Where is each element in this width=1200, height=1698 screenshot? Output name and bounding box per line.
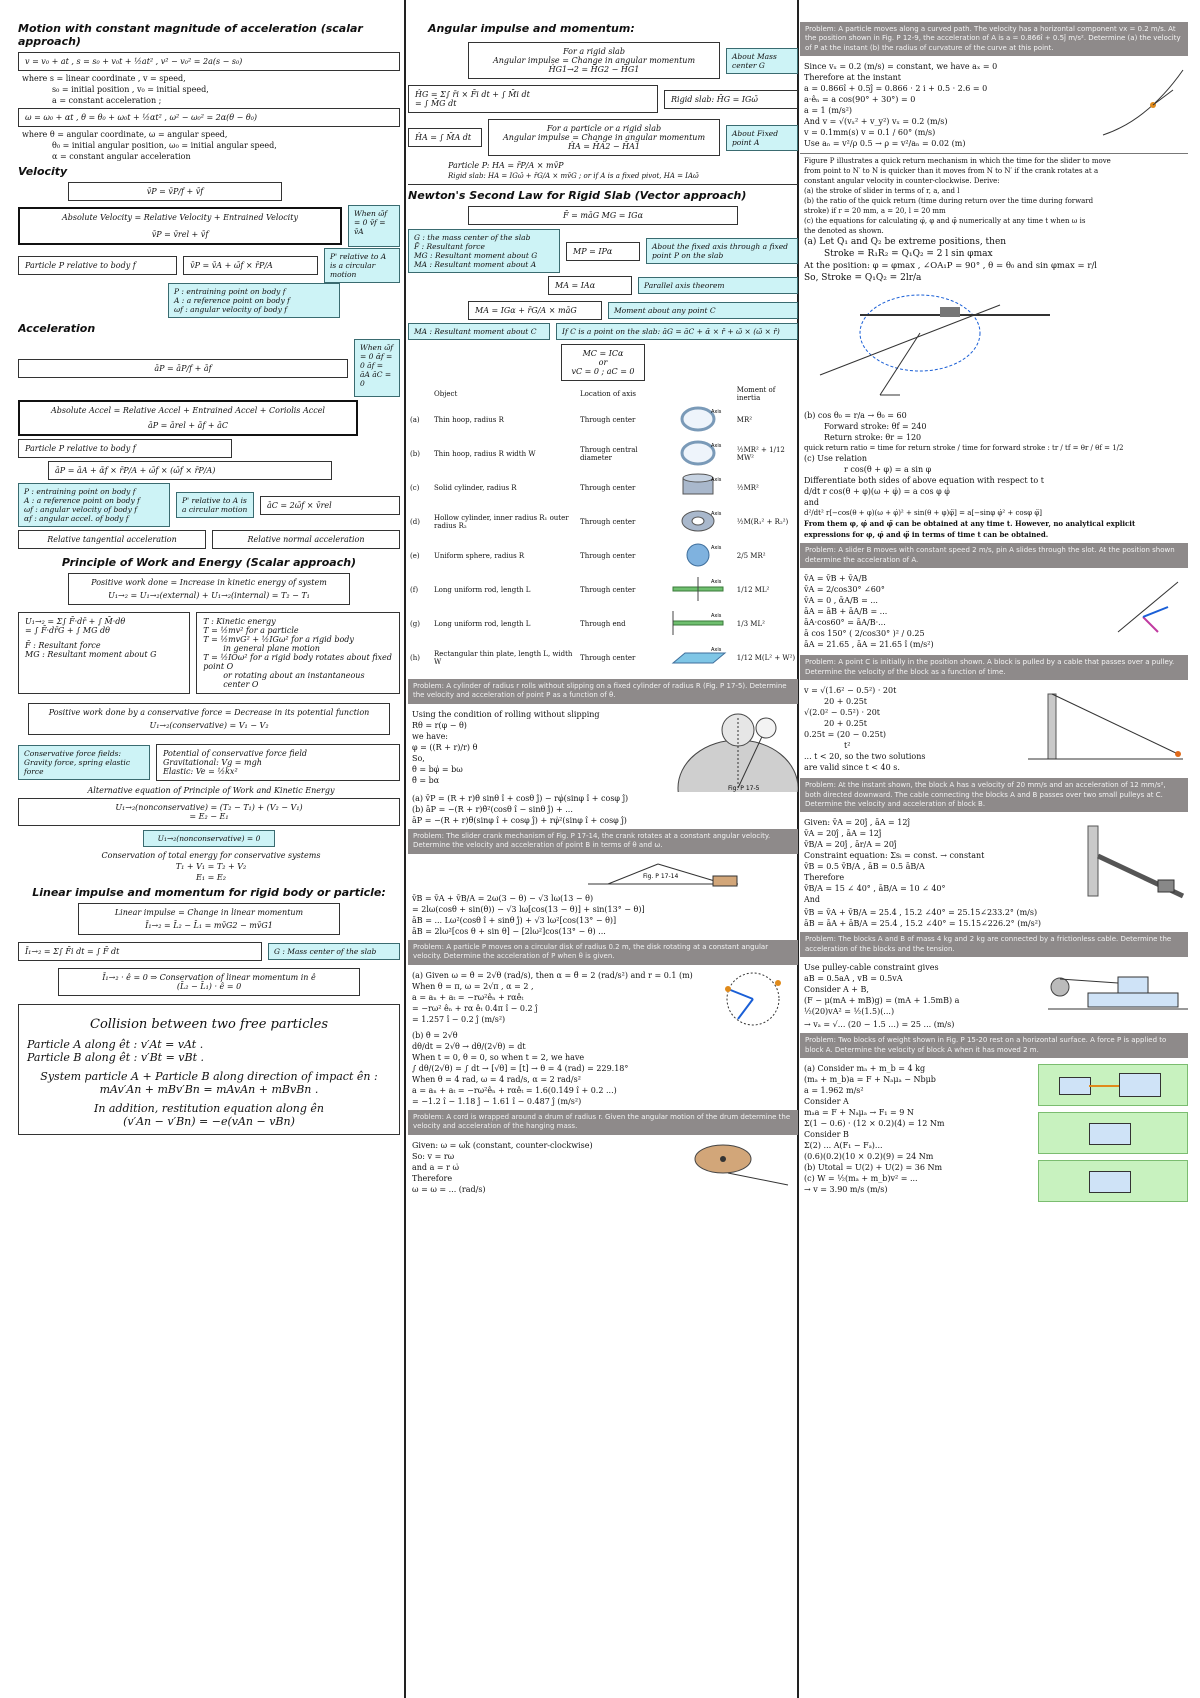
inertia-shape-icon: [663, 439, 733, 467]
svg-text:Fig. P 17-14: Fig. P 17-14: [643, 872, 679, 880]
newton-if: If C is a point on the slab: āG = āC + ᾱ × r̄ + ω̄ × (ω̄ × r̄): [556, 323, 798, 340]
collision-box: Collision between two free particles Particle A along êt : v′At = vAt . Particle B along êt : v′Bt = vBt . System particle A + Particle B along direction of impact ên : mAv′An + mBv′Bn = mAvAn + mBvBn . In addition, restitution equation along ên (v′An − v′Bn) = −e(vAn − vBn): [18, 1004, 400, 1135]
svg-text:Axis: Axis: [710, 545, 722, 551]
parallel-axis: Parallel axis theorem: [638, 277, 798, 294]
inertia-shape-icon: [663, 541, 733, 569]
svg-text:Axis: Axis: [710, 613, 722, 619]
inertia-shape-icon: [663, 405, 733, 433]
newton-mag: MA = IGα + r̄G/A × māG: [468, 301, 602, 320]
svg-text:Axis: Axis: [710, 511, 722, 517]
table-row: (d) Hollow cylinder, inner radius R₁ outer radius R₂ Through center Axis ½M(R₁² + R₂²): [408, 505, 798, 539]
drum-diagram: [688, 1139, 798, 1189]
table-row: (a) Thin hoop, radius R Through center Axis MR²: [408, 403, 798, 437]
slider-crank-diagram: [408, 858, 798, 888]
moment-of-inertia-table: Object Location of axis Moment of inertia (a) Thin hoop, radius R Through center Axis MR² (b) Thin hoop, radius R width W Through central diameter Axis ½MR² + 1/12 MW² (c) Solid cylinder, radius R Through center Axis ½MR² (d) Hollow cylinder, inner radius R₁ outer radius R₂ Through center Axis ½M(R₁² + R₂²) (e) Uniform sphere, radius R Through center Axis 2/5 MR² (f) Long uniform rod, length L Through center Axis 1/12 ML² (g) Long uniform rod, length L Through end Axis 1/3 ML² (h) Rectangular thin plate, length L, width W Through center Axis 1/12 M(L² + W²): [408, 385, 798, 675]
accel-relative: āP = āA + ᾱf × r̄P/A + ω̄f × (ω̄f × r̄P/A): [48, 461, 332, 480]
problem-statement: Problem: A cylinder of radius r rolls without slipping on a fixed cylinder of radius R (Fig. P 17-5). Determine the velocity and acceleration of point P as a function of θ.: [408, 679, 798, 704]
velocity-particle: Particle P relative to body f: [18, 256, 177, 275]
column-3: Problem: A particle moves along a curved path. The velocity has a horizontal component vx = 0.2 m/s. At the position shown in Fig. P 12-9, the acceleration of A is a = 0.866î + 0.5ĵ m/s². Determine (a) the velocity of P at the instant (b) the radius of curvature of the curve at this point. Since vₓ = 0.2 (m/s) = constant, we have aₓ = 0 Therefore at the instant a = 0.866î + 0.5ĵ = 0.866 · 2 i + 0.5 · 2.6 = 0 a·êₙ = a cos(90° + 30°) = 0 a = 1 (m/s²) And v = √(vₓ² + v_y²) vₓ = 0.2 (m/s) v = 0.1mm(s) v = 0.1 / 60° (m/s) Use aₙ = v²/ρ 0.5 → ρ = v²/aₙ = 0.02 (m) Figure P illustrates a quick return mechanism in which the time for the slider to move from point to N′ to N is quicker than it moves from N to N′ if the crank rotates at a constant angular velocity in counter-clockwise. Derive: (a) the stroke of slider in terms of r, a, and l (b) the ratio of the quick return (time during return over the time during forward stroke) if r = 20 mm, a = 20, l = 20 mm (c) the equations for calculating φ̇, φ and φ̈ numerically at any time t when ω is the denoted as shown. (a) Let Q₁ and Q₂ be extreme positions, then Stroke = R₁R₂ = Q₁Q₂ = 2 l sin φmax At the position: φ = φmax , ∠OA₁P = 90° , θ = θ₀ and sin φmax = r/l So, Stroke = Q₁Q₂ = 2lr/a (b) cos θ₀ = r/a → θ₀ = 60 Forward stroke: θf = 240 Return stroke: θr = 120 quick return ratio = time for return stroke / time for forward stroke : tr / tf = θr / θf = 1/2 (c) Use relation r cos(θ + φ) = a sin φ Differentiate both sides of above equation with respect to t d/dt r cos(θ + φ)(ω + φ̇) = a cos φ φ̇ and d²/dt² r[−cos(θ + φ)(ω + φ̇)² + sin(θ + φ)φ̈] = a[−sinφ φ̇² + cosφ φ̈] From them φ, φ̇ and φ̈ can be obtained at any time t. However, no analytical explicit expressions for φ, φ̇ and φ̈ in terms of time t can be obtained. Problem: A slider B moves with constant speed 2 m/s, pin A slides through the slot. At the position shown determine the acceleration of A. v̄A = v̄B + v̄A/B v̄A = 2/cos30° ∠60° v̄A = 0 , ᾱA/B = ... āA = āB + āA/B = ... āA·cos60° = āA/B·... ā cos 150° ( 2/cos30° )² / 0.25 āA = 21.65 , āA = 21.65 î (m/s²) Problem: A point C is initially in the position shown. A block is pulled by a cable that passes over a pulley. Determine the velocity of the block as a function of time. v = √(1.6² − 0.5²) · 20t 20 + 0.25t √(2.0² − 0.5²) · 20t 20 + 0.25t 0.25t = (20 − 0.25t) t² ... t < 20, so the two solutions are valid since t < 40 s. Problem: At the instant shown, the block A has a velocity of 20 mm/s and an acceleration of 12 mm/s², both directed downward. The cable connecting the blocks A and B passes over two small pulleys at C. Determine the velocity and acceleration of block B. Given: v̄A = 20ĵ , āA = 12ĵ v̄A = 20ĵ , āA = 12ĵ v̄B/A = 20ĵ , ār/A = 20ĵ Constraint equation: Σsᵢ = const. → constant v̄B = 0.5 v̄B/A , āB = 0.5 āB/A Therefore v̄B/A = 15 ∠ 40° , āB/A = 10 ∠ 40° And v̄B = v̄A + v̄B/A = 25.4 , 15.2 ∠40° = 25.15∠233.2° (m/s) āB = āA + āB/A = 25.4 , 15.2 ∠40° = 15.15∠226.2° (m/s²) Problem: The blocks A and B of mass 4 kg and 2 kg are connected by a frictionless cable. Determine the acceleration of the blocks and the tension. Use pulley-cable constraint gives aB = 0.5aA , vB = 0.5vA Consider A + B, (F − μ(mA + mB)g) = (mA + 1.5mB) a ½(20)vA² = ½(1.5)(...) → vₐ = √... (20 − 1.5 ...) = 25 ... (m/s) Problem: Two blocks of weight shown in Fig. P 15-20 rest on a horizontal surface. A force P is applied to block A. Determine the velocity of block A when it has moved 2 m. (a) Consider mₐ + m_b = 4 kg (mₐ + m_b)a = F + Nₐμₐ − Nbμb a = 1.962 m/s² Consider A mₐa = F + Nₐμₐ → F₁ = 9 N Σ(1 − 0.6) · (12 × 0.2)(4) = 12 Nm Consider B Σ(2) ... A(F₁ − Fₐ)... (0.6)(0.2)(10 × 0.2)(9) = 24 Nm (b) Utotal = U(2) + U(2) = 36 Nm (c) W = ½(mₐ + m_b)v² = ... → v = 3.90 m/s (m/s): [800, 18, 1188, 1698]
work-box: Positive work done = Increase in kinetic energy of system U₁→₂ = U₁→₂(external) + U₁→₂(internal) = T₂ − T₁: [68, 573, 350, 605]
velocity-circular-note: P' relative to A is a circular motion: [324, 248, 400, 283]
newton-mp: MP = IPα: [566, 242, 640, 261]
problem-statement: Problem: The slider crank mechanism of Fig. P 17-14, the crank rotates at a constant angular velocity. Determine the velocity and acceleration of point B in terms of θ and ω.: [408, 829, 798, 854]
work-right: T : Kinetic energy T = ½mv² for a particle T = ½mvG² + ½IGω² for a rigid body in general plane motion T = ½IOω² for a rigid body rotates about fixed point O or rotating about an instantaneous center O: [196, 612, 400, 694]
conservative-forces: Conservative force fields: Gravity force, spring elastic force: [18, 745, 150, 780]
svg-text:Fig. P 17-5: Fig. P 17-5: [728, 784, 760, 792]
section-title: Linear impulse and momentum for rigid body or particle:: [32, 886, 386, 899]
potential-box: Potential of conservative force field Gravitational: Vg = mgh Elastic: Ve = ½kx²: [156, 744, 400, 781]
impulse-left: Ī₁→₂ = Σ∫ F̄i dt = ∫ F̄ dt: [18, 942, 262, 961]
newton-ma-res: MA : Resultant moment about C: [408, 323, 550, 340]
about-mass-center: About Mass center G: [726, 48, 798, 74]
accel-when-note: When ω̄f = 0 ᾱf = 0 āf = āA āC = 0: [354, 339, 400, 397]
svg-text:Axis: Axis: [710, 647, 722, 653]
curved-path-diagram: [1098, 60, 1188, 140]
angular-box2: For a particle or a rigid slab Angular impulse = Change in angular momentum ĤA = H̄A2 − H̄A1: [488, 119, 720, 156]
newton-bottom: MC = ICα or vC = 0 ; aC = 0: [561, 344, 645, 381]
impulse-box: Linear impulse = Change in linear momentum Ī₁→₂ = L̄₂ − L̄₁ = mv̄G2 − mv̄G1: [78, 903, 340, 935]
velocity-main: Absolute Velocity = Relative Velocity + Entrained Velocity v̄P = v̄rel + v̄f: [18, 207, 342, 245]
column-1: Motion with constant magnitude of acceleration (scalar approach) v = v₀ + at , s = s₀ + v₀t + ½at² , v² − v₀² = 2a(s − s₀) where s = linear coordinate , v = speed, s₀ = initial position , v₀ = initial speed, a = constant acceleration ; ω = ω₀ + αt , θ = θ₀ + ω₀t + ½αt² , ω² − ω₀² = 2α(θ − θ₀) where θ = angular coordinate, ω = angular speed, θ₀ = initial angular position, ω₀ = initial angular speed, α = constant angular acceleration Velocity v̄P = v̄P/f + v̄f Absolute Velocity = Relative Velocity + Entrained Velocity v̄P = v̄rel + v̄f When ω̄f = 0 v̄f = v̄A Particle P relative to body f v̄P = v̄A + ω̄f × r̄P/A P' relative to A is a circular motion P : entraining point on body f A : a reference point on body f ωf : angular velocity of body f Acceleration āP = āP/f + āf When ω̄f = 0 ᾱf = 0 āf = āA āC = 0 Absolute Accel = Relative Accel + Entrained Accel + Coriolis Accel āP = ārel + āf + āC Particle P relative to body f āP = āA + ᾱf × r̄P/A + ω̄f × (ω̄f × r̄P/A) P : entraining point on body f A : a reference point on body f ωf : angular velocity of body f αf : angular accel. of body f P' relative to A is a circular motion āC = 2ω̄f × v̄rel Relative tangential acceleration Relative normal acceleration Principle of Work and Energy (Scalar approach) Positive work done = Increase in kinetic energy of system U₁→₂ = U₁→₂(external) + U₁→₂(internal) = T₂ − T₁ U₁→₂ = Σ∫ F̄·dr̄ + ∫ M̄·dθ = ∫ F̄·dr̄G + ∫ MG dθ F̄ : Resultant force MG : Resultant moment about G T : Kinetic energy T = ½mv² for a particle T = ½mvG² + ½IGω² for a rigid body in general plane motion T = ½IOω² for a rigid body rotates about fixed point O or rotating about an instantaneous center O Positive work done by a conservative force = Decrease in its potential function U₁→₂(conservative) = V₁ − V₂ Conservative force fields: Gravity force, spring elastic force Potential of conservative force field Gravitational: Vg = mgh Elastic: Ve = ½kx² Alternative equation of Principle of Work and Kinetic Energy U₁→₂(nonconservative) = (T₂ − T₁) + (V₂ − V₁) = E₂ − E₁ U₁→₂(nonconservative) = 0 Conservation of total energy for conservative systems T₁ + V₁ = T₂ + V₂ E₁ = E₂ Linear impulse and momentum for rigid body or particle: Linear impulse = Change in linear momentum Ī₁→₂ = L̄₂ − L̄₁ = mv̄G2 − mv̄G1 Ī₁→₂ = Σ∫ F̄i dt = ∫ F̄ dt G : Mass center of the slab Ī₁→₂ · ê = 0 ⇒ Conservation of linear momentum in ê (L̄₂ − L̄₁) · ê = 0 Collision between two free particles Particle A along êt : v′At = vAt . Particle B along êt : v′Bt = vBt . System particle A + Particle B along direction of impact ên : mAv′An + mBv′Bn = mAvAn + mBvBn . In addition, restitution equation along ên (v′An − v′Bn) = −e(vAn − vBn): [18, 18, 400, 1698]
fbd-system: [1038, 1064, 1188, 1106]
accel-normal: Relative normal acceleration: [212, 530, 400, 549]
svg-text:Axis: Axis: [710, 409, 722, 415]
quick-return-diagram: [800, 285, 1188, 405]
work-left: U₁→₂ = Σ∫ F̄·dr̄ + ∫ M̄·dθ = ∫ F̄·dr̄G + ∫ MG dθ F̄ : Resultant force MG : Resultant moment about G: [18, 612, 190, 694]
velocity-relative: v̄P = v̄A + ω̄f × r̄P/A: [183, 256, 318, 275]
table-row: (c) Solid cylinder, radius R Through center Axis ½MR²: [408, 471, 798, 505]
section-title: Velocity: [18, 165, 68, 178]
problem-statement: Problem: A particle P moves on a circular disk of radius 0.2 m, the disk rotating at a constant angular velocity. Determine the acceleration of P when θ is given.: [408, 940, 798, 965]
section-title: Angular impulse and momentum:: [428, 22, 635, 35]
accel-top: āP = āP/f + āf: [18, 359, 348, 378]
fbd-block-b: [1038, 1160, 1188, 1202]
section-title: Newton's Second Law for Rigid Slab (Vector approach): [408, 189, 747, 202]
problem-statement: Problem: A particle moves along a curved path. The velocity has a horizontal component vx = 0.2 m/s. At the position shown in Fig. P 12-9, the acceleration of A is a = 0.866î + 0.5ĵ m/s². Determine (a) the velocity of P at the instant (b) the radius of curvature of the curve at this point.: [800, 22, 1188, 56]
problem-statement: Problem: At the instant shown, the block A has a velocity of 20 mm/s and an acceleration of 12 mm/s², both directed downward. The cable connecting the blocks A and B passes over two small pulleys at C. Determine the velocity and acceleration of block B.: [800, 778, 1188, 812]
table-row: (h) Rectangular thin plate, length L, width W Through center Axis 1/12 M(L² + W²): [408, 641, 798, 675]
table-row: (g) Long uniform rod, length L Through end Axis 1/3 ML²: [408, 607, 798, 641]
column-2: Angular impulse and momentum: For a rigid slab Angular impulse = Change in angular momentum ĤG1→2 = H̄G2 − H̄G1 About Mass center G ĤG = Σ∫ r̄i × F̄i dt + ∫ M̄i dt = ∫ M̄G dt Rigid slab: H̄G = IGω̄ ĤA = ∫ M̄A dt For a particle or a rigid slab Angular impulse = Change in angular momentum ĤA = H̄A2 − H̄A1 About Fixed point A Particle P: H̄A = r̄P/A × mv̄P Rigid slab: H̄A = IGω̄ + r̄G/A × mv̄G ; or if A is a fixed pivot, H̄A = IAω̄ Newton's Second Law for Rigid Slab (Vector approach) F̄ = māG MG = IGα G : the mass center of the slab F̄ : Resultant force MG : Resultant moment about G MA : Resultant moment about A MP = IPα About the fixed axis through a fixed point P on the slab MA = IAα Parallel axis theorem MA = IGα + r̄G/A × māG Moment about any point C MA : Resultant moment about C If C is a point on the slab: āG = āC + ᾱ × r̄ + ω̄ × (ω̄ × r̄) MC = ICα or vC = 0 ; aC = 0 Object Location of axis Moment of inertia (a) Thin hoop, radius R Through center Axis MR² (b) Thin hoop, radius R width W Through central diameter Axis ½MR² + 1/12 MW² (c) Solid cylinder, radius R Through center Axis ½MR² (d) Hollow cylinder, inner radius R₁ outer radius R₂ Through center Axis ½M(R₁² + R₂²) (e) Uniform sphere, radius R Through center Axis 2/5 MR² (f) Long uniform rod, length L Through center Axis 1/12 ML² (g) Long uniform rod, length L Through end Axis 1/3 ML² (h) Rectangular thin plate, length L, width W Through center Axis 1/12 M(L² + W²) Problem: A cylinder of radius r rolls without slipping on a fixed cylinder of radius R (Fig. P 17-5). Determine the velocity and acceleration of point P as a function of θ. Using the condition of rolling without slipping Rθ = r(φ − θ) we have: φ = ((R + r)/r) θ So, θ̇ = bφ̇ = bω θ̈ = bα Fig. P 17-5 (a) v̄P = (R + r)θ̇ sinθ î + cosθ ĵ) − rφ̇(sinφ î + cosφ ĵ) (b) āP = −(R + r)θ̇²(cosθ î − sinθ ĵ) + ... āP = −(R + r)θ̈(sinφ î + cosφ ĵ) + rφ̇²(sinφ î + cosφ ĵ) Problem: The slider crank mechanism of Fig. P 17-14, the crank rotates at a constant angular velocity. Determine the velocity and acceleration of point B in terms of θ and ω. Fig. P 17-14 v̄B = v̄A + v̄B/A = 2ω(3 − θ) − √3 lω(13 − θ) = 2lω(cosθ + sin(θ)) − √3 lω[cos(13 − θ)] + sin(13° − θ)] āB = ... Lω²(cosθ î + sinθ ĵ) + √3 lω²[cos(13° − θ)] āB = 2lω²[cos θ + sin θ] − [2lω²]cos(13° − θ) ... Problem: A particle P moves on a circular disk of radius 0.2 m, the disk rotating at a constant angular velocity. Determine the acceleration of P when θ is given. (a) Given ω = θ̇ = 2√θ (rad/s), then α = θ̈ = 2 (rad/s²) and r = 0.1 (m) When θ = π, ω = 2√π , α = 2 , a = aₙ + aₜ = −rω²êₙ + rαêₜ = −rω² êₙ + rα êₜ 0.4π î − 0.2 ĵ = 1.257 î − 0.2 ĵ (m/s²) (b) θ̇ = 2√θ dθ/dt = 2√θ → dθ/(2√θ) = dt When t = 0, θ = 0, so when t = 2, we have ∫ dθ/(2√θ) = ∫ dt → [√θ] = [t] → θ = 4 (rad) = 229.18° When θ = 4 rad, ω = 4 rad/s, α = 2 rad/s² a = aₙ + aₜ = −rω²êₙ + rαêₜ = 1.6(0.149 î + 0.2 ...) = −1.2 î − 1.18 ĵ − 1.61 î − 0.487 ĵ (m/s²) Problem: A cord is wrapped around a drum of radius r. Given the angular motion of the drum determine the velocity and acceleration of the hanging mass. Given: ω = ωk̂ (constant, counter-clockwise) So: v = rω and a = r ω̇ Therefore ω = ω = ... (rad/s): [408, 18, 798, 1698]
block-incline-diagram: [1068, 816, 1188, 902]
nonconservative-zero: U₁→₂(nonconservative) = 0: [143, 830, 275, 847]
inertia-shape-icon: [663, 575, 733, 603]
column-divider: [404, 0, 406, 1698]
accel-circular-note: P' relative to A is a circular motion: [176, 492, 254, 518]
newton-ma: MA = IAα: [548, 276, 632, 295]
two-block-diagram: [1048, 961, 1188, 1015]
momentum-conservation: Ī₁→₂ · ê = 0 ⇒ Conservation of linear momentum in ê (L̄₂ − L̄₁) · ê = 0: [58, 968, 360, 996]
equation-box: ω = ω₀ + αt , θ = θ₀ + ω₀t + ½αt² , ω² − ω₀² = 2α(θ − θ₀): [18, 108, 400, 127]
svg-text:Axis: Axis: [710, 477, 722, 483]
inertia-shape-icon: [663, 643, 733, 671]
cable-pulley-diagram: [1018, 684, 1188, 764]
problem-statement: Problem: A slider B moves with constant speed 2 m/s, pin A slides through the slot. At the position shown determine the acceleration of A.: [800, 543, 1188, 568]
section-title: Acceleration: [18, 322, 96, 335]
table-row: (e) Uniform sphere, radius R Through center Axis 2/5 MR²: [408, 539, 798, 573]
conservative-box: Positive work done by a conservative force = Decrease in its potential function U₁→₂(conservative) = V₁ − V₂: [28, 703, 390, 735]
newton-top: F̄ = māG MG = IGα: [468, 206, 738, 225]
velocity-when-note: When ω̄f = 0 v̄f = v̄A: [348, 205, 400, 247]
accel-coriolis: āC = 2ω̄f × v̄rel: [260, 496, 400, 515]
newton-legend: G : the mass center of the slab F̄ : Resultant force MG : Resultant moment about G MA : Resultant moment about A: [408, 229, 560, 273]
accel-legend: P : entraining point on body f A : a reference point on body f ωf : angular velocity of body f αf : angular accel. of body f: [18, 483, 170, 527]
problem-statement: Problem: A point C is initially in the position shown. A block is pulled by a cable that passes over a pulley. Determine the velocity of the block as a function of time.: [800, 655, 1188, 680]
angular-box: For a rigid slab Angular impulse = Change in angular momentum ĤG1→2 = H̄G2 − H̄G1: [468, 42, 720, 79]
angular-left: ĤG = Σ∫ r̄i × F̄i dt + ∫ M̄i dt = ∫ M̄G dt: [408, 85, 658, 113]
alt-work-box: U₁→₂(nonconservative) = (T₂ − T₁) + (V₂ − V₁) = E₂ − E₁: [18, 798, 400, 826]
angular-rigid: Rigid slab: H̄G = IGω̄: [664, 90, 798, 109]
velocity-top: v̄P = v̄P/f + v̄f: [68, 182, 282, 201]
angular-left2: ĤA = ∫ M̄A dt: [408, 128, 482, 147]
problem-statement: Problem: Two blocks of weight shown in Fig. P 15-20 rest on a horizontal surface. A force P is applied to block A. Determine the velocity of block A when it has moved 2 m.: [800, 1033, 1188, 1058]
inertia-shape-icon: [663, 609, 733, 637]
svg-text:Axis: Axis: [710, 579, 722, 585]
inertia-shape-icon: [663, 473, 733, 501]
section-title: Principle of Work and Energy (Scalar approach): [61, 556, 357, 569]
table-row: (f) Long uniform rod, length L Through center Axis 1/12 ML²: [408, 573, 798, 607]
accel-particle: Particle P relative to body f: [18, 439, 232, 458]
about-fixed-point: About Fixed point A: [726, 125, 798, 151]
table-row: (b) Thin hoop, radius R width W Through central diameter Axis ½MR² + 1/12 MW²: [408, 437, 798, 471]
impulse-mass-center: G : Mass center of the slab: [268, 943, 400, 960]
newton-mp-note: About the fixed axis through a fixed point P on the slab: [646, 238, 798, 264]
slot-diagram: [1108, 572, 1188, 642]
inertia-shape-icon: [663, 507, 733, 535]
velocity-legend: P : entraining point on body f A : a reference point on body f ωf : angular velocity of body f: [168, 283, 340, 318]
section-title: Motion with constant magnitude of acceleration (scalar approach): [18, 22, 363, 48]
accel-main: Absolute Accel = Relative Accel + Entrained Accel + Coriolis Accel āP = ārel + āf + āC: [18, 400, 358, 436]
svg-text:Axis: Axis: [710, 443, 722, 449]
rotating-disk-diagram: [708, 969, 798, 1029]
accel-tangential: Relative tangential acceleration: [18, 530, 206, 549]
fbd-block-a: [1038, 1112, 1188, 1154]
problem-statement: Problem: A cord is wrapped around a drum of radius r. Given the angular motion of the drum determine the velocity and acceleration of the hanging mass.: [408, 1110, 798, 1135]
moment-any-point: Moment about any point C: [608, 302, 798, 319]
rolling-cylinder-diagram: [668, 708, 798, 792]
equation-box: v = v₀ + at , s = s₀ + v₀t + ½at² , v² − v₀² = 2a(s − s₀): [18, 52, 400, 71]
problem-statement: Problem: The blocks A and B of mass 4 kg and 2 kg are connected by a frictionless cable. Determine the acceleration of the blocks and the tension.: [800, 932, 1188, 957]
